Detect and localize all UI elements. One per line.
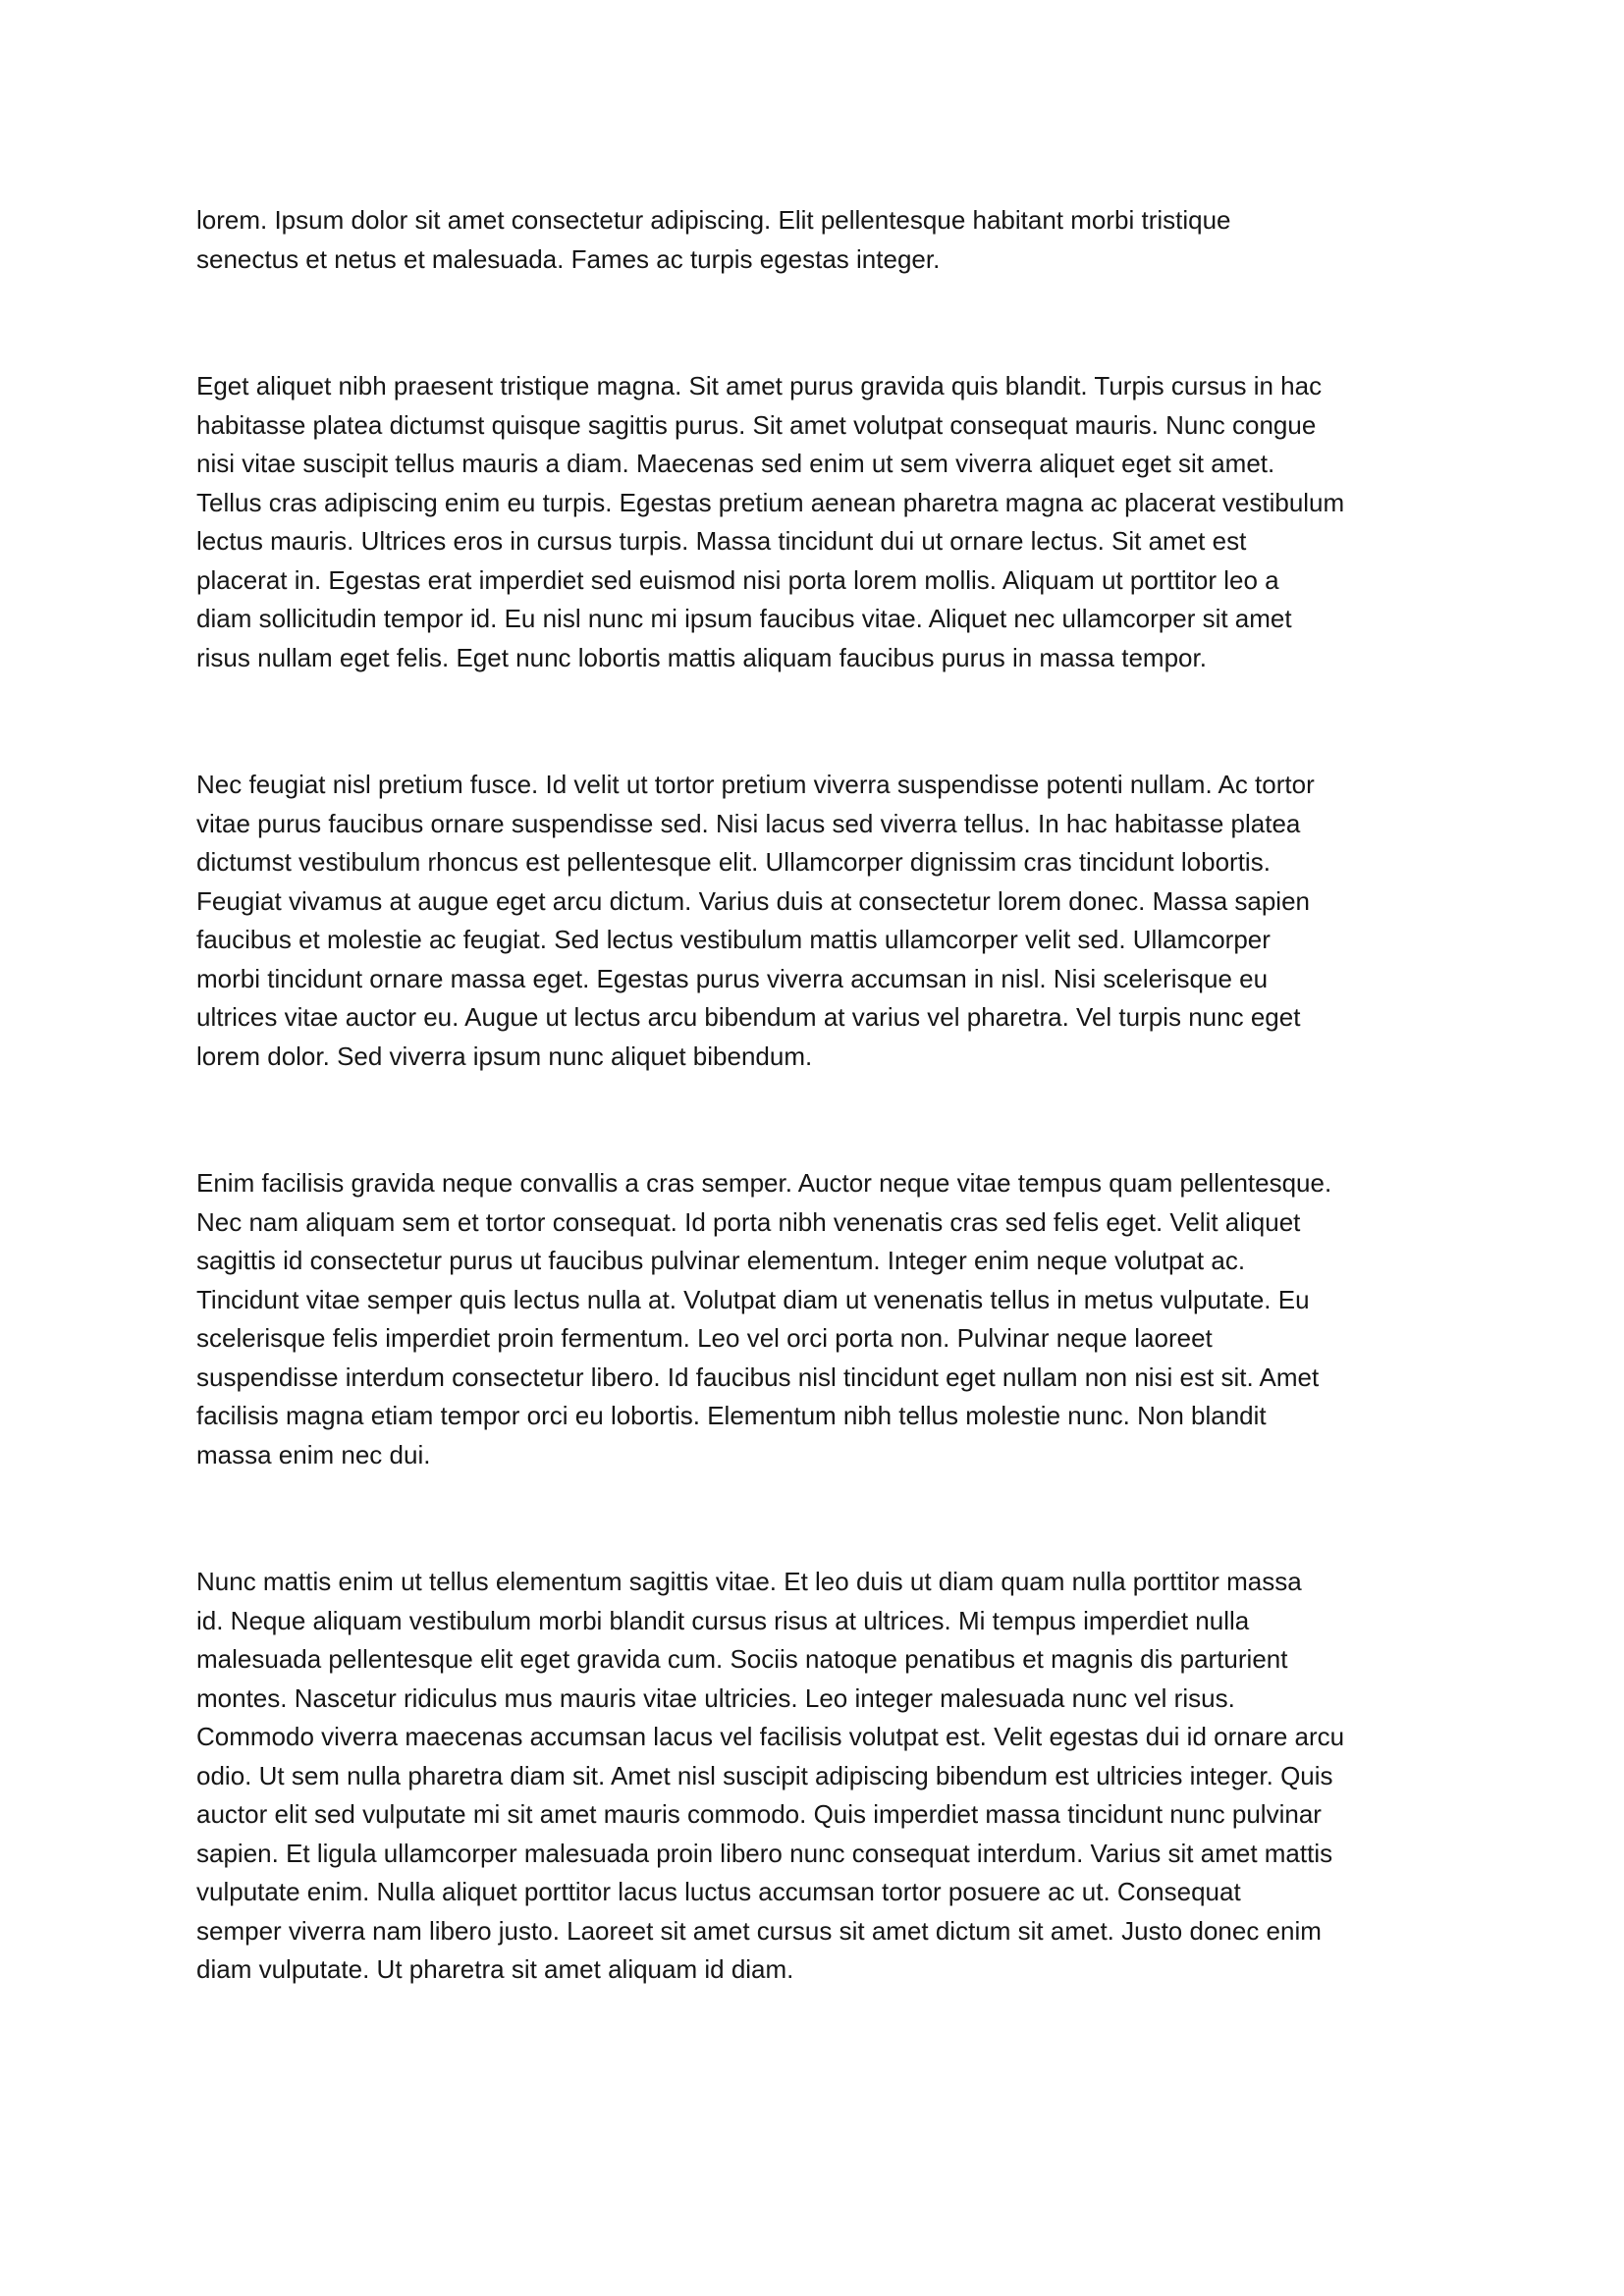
text-line: risus nullam eget felis. Eget nunc lobortis mattis aliquam faucibus purus in massa tempor. (196, 642, 1207, 672)
text-line: Feugiat vivamus at augue eget arcu dictum. Varius duis at consectetur lorem donec. Massa sapien (196, 885, 1310, 916)
text-line: montes. Nascetur ridiculus mus mauris vitae ultricies. Leo integer malesuada nunc vel risus. (196, 1682, 1235, 1713)
text-line: odio. Ut sem nulla pharetra diam sit. Amet nisl suscipit adipiscing bibendum est ultricies integer. Quis (196, 1760, 1333, 1790)
paragraph-4 (196, 1164, 1428, 1474)
text-line: auctor elit sed vulputate mi sit amet mauris commodo. Quis imperdiet massa tincidunt nunc pulvinar (196, 1799, 1322, 1829)
text-line: facilisis magna etiam tempor orci eu lobortis. Elementum nibh tellus molestie nunc. Non blandit (196, 1401, 1267, 1430)
text-line: malesuada pellentesque elit eget gravida cum. Sociis natoque penatibus et magnis dis parturient (196, 1644, 1288, 1674)
document-body-text (196, 201, 1428, 1990)
text-line: habitasse platea dictumst quisque sagittis purus. Sit amet volutpat consequat mauris. Nunc congue (196, 409, 1317, 440)
text-line: Tincidunt vitae semper quis lectus nulla at. Volutpat diam ut venenatis tellus in metus vulputate. Eu (196, 1284, 1310, 1314)
text-line: lorem dolor. Sed viverra ipsum nunc aliquet bibendum. (196, 1041, 813, 1071)
text-line: lorem. Ipsum dolor sit amet consectetur adipiscing. Elit pellentesque habitant morbi tristique (196, 205, 1231, 235)
text-line: scelerisque felis imperdiet proin fermentum. Leo vel orci porta non. Pulvinar neque laoreet (196, 1323, 1213, 1353)
text-line: morbi tincidunt ornare massa eget. Egestas purus viverra accumsan in nisl. Nisi scelerisque eu (196, 963, 1269, 993)
text-line: Enim facilisis gravida neque convallis a cras semper. Auctor neque vitae tempus quam pellentesque. (196, 1168, 1332, 1198)
text-line: Eget aliquet nibh praesent tristique magna. Sit amet purus gravida quis blandit. Turpis cursus in hac (196, 371, 1323, 400)
text-line: nisi vitae suscipit tellus mauris a diam. Maecenas sed enim ut sem viverra aliquet eget sit amet. (196, 449, 1275, 478)
text-line: vulputate enim. Nulla aliquet porttitor lacus luctus accumsan tortor posuere ac ut. Consequat (196, 1877, 1241, 1906)
paragraph-5 (196, 1563, 1428, 1990)
text-line: diam sollicitudin tempor id. Eu nisl nunc mi ipsum faucibus vitae. Aliquet nec ullamcorper sit amet (196, 604, 1292, 633)
paragraph-1 (196, 201, 1428, 279)
paragraph-2 (196, 367, 1428, 677)
text-line: lectus mauris. Ultrices eros in cursus turpis. Massa tincidunt dui ut ornare lectus. Sit amet est (196, 526, 1247, 556)
text-line: semper viverra nam libero justo. Laoreet sit amet cursus sit amet dictum sit amet. Justo donec enim (196, 1915, 1322, 1946)
paragraph-3 (196, 766, 1428, 1076)
text-line: sapien. Et ligula ullamcorper malesuada proin libero nunc consequat interdum. Varius sit amet mattis (196, 1838, 1333, 1868)
text-line: ultrices vitae auctor eu. Augue ut lectus arcu bibendum at varius vel pharetra. Vel turpis nunc eget (196, 1002, 1301, 1032)
text-line: diam vulputate. Ut pharetra sit amet aliquam id diam. (196, 1954, 794, 1984)
text-line: placerat in. Egestas erat imperdiet sed euismod nisi porta lorem mollis. Aliquam ut porttitor leo a (196, 564, 1279, 595)
text-line: vitae purus faucibus ornare suspendisse sed. Nisi lacus sed viverra tellus. In hac habitasse platea (196, 808, 1301, 838)
text-line: Nunc mattis enim ut tellus elementum sagittis vitae. Et leo duis ut diam quam nulla porttitor massa (196, 1567, 1302, 1596)
text-line: Tellus cras adipiscing enim eu turpis. Egestas pretium aenean pharetra magna ac placerat vestibulum (196, 487, 1345, 517)
text-line: Nec nam aliquam sem et tortor consequat. Id porta nibh venenatis cras sed felis eget. Velit aliquet (196, 1206, 1301, 1237)
text-line: sagittis id consectetur purus ut faucibus pulvinar elementum. Integer enim neque volutpat ac. (196, 1246, 1246, 1275)
text-line: id. Neque aliquam vestibulum morbi blandit cursus risus at ultrices. Mi tempus imperdiet nulla (196, 1605, 1250, 1635)
text-line: dictumst vestibulum rhoncus est pellentesque elit. Ullamcorper dignissim cras tincidunt lobortis. (196, 847, 1271, 877)
text-line: faucibus et molestie ac feugiat. Sed lectus vestibulum mattis ullamcorper velit sed. Ullamcorper (196, 925, 1271, 954)
text-line: Commodo viverra maecenas accumsan lacus vel facilisis volutpat est. Velit egestas dui id ornare arcu (196, 1722, 1345, 1751)
text-line: massa enim nec dui. (196, 1439, 431, 1469)
text-line: suspendisse interdum consectetur libero. Id faucibus nisl tincidunt eget nullam non nisi est sit. Amet (196, 1362, 1320, 1392)
text-line: senectus et netus et malesuada. Fames ac turpis egestas integer. (196, 243, 941, 274)
text-line: Nec feugiat nisl pretium fusce. Id velit ut tortor pretium viverra suspendisse potenti nullam. Ac tortor (196, 770, 1315, 799)
